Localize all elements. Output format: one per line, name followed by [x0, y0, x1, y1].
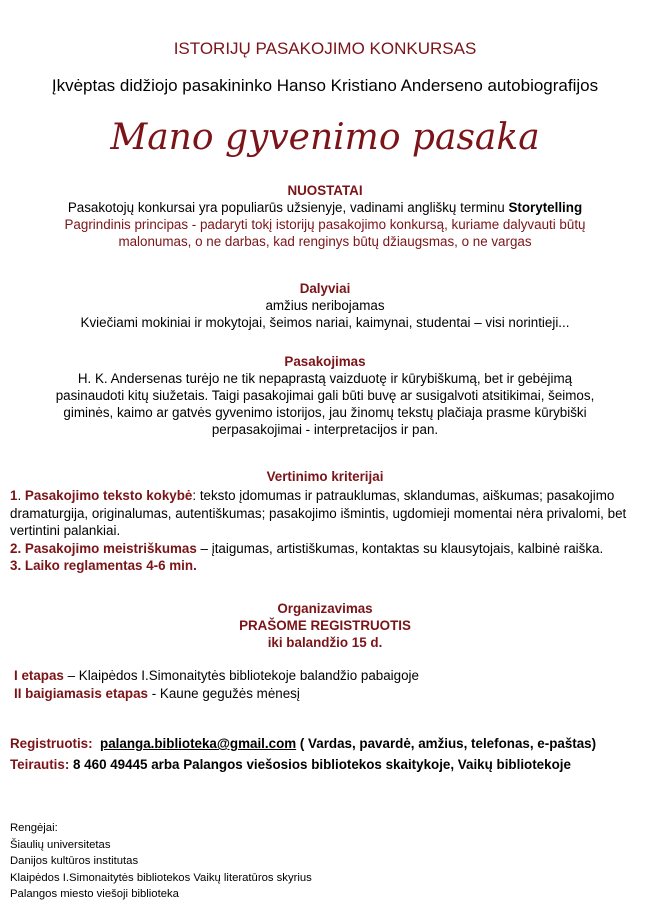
nuostatai-line-1-text: Pasakotojų konkursai yra populiarūs užsienyje, vadinami angliškų terminu	[67, 200, 509, 215]
pasakojimas-line-1: H. K. Andersenas turėjo ne tik nepaprastą vaizduotę ir kūrybiškumą, bet ir gebėjimą	[77, 371, 573, 386]
registracija-line	[10, 735, 640, 753]
nuostatai-heading: NUOSTATAI	[287, 183, 363, 198]
etapas-2-text: - Kaune gegužės mėnesį	[147, 685, 300, 701]
etapas-1-title: I etapas	[14, 668, 64, 683]
pasakojimas-section	[0, 353, 650, 438]
pasakojimas-line-4: perpasakojimai - interpretacijos ir pan.	[211, 422, 439, 437]
teirautis-text: 8 460 49445 arba Palangos viešosios bibliotekos skaitykoje, Vaikų bibliotekoje	[69, 757, 571, 772]
criterion-1-text-c: vertintini palankiai.	[10, 523, 121, 538]
organizavimas-heading: Organizavimas	[277, 601, 373, 616]
etapas-2-title: II baigiamasis etapas	[14, 685, 148, 701]
criterion-2	[10, 540, 640, 558]
script-title: Mano gyvenimo pasaka	[110, 117, 540, 158]
nuostatai-section	[0, 182, 650, 250]
nuostatai-line-2: Pagrindinis principas - padaryti tokį istorijų pasakojimo konkursą, kuriame dalyvauti būtų	[64, 217, 586, 232]
teirautis-line	[10, 756, 640, 774]
rengejas-item: Šiaulių universitetas	[10, 838, 111, 851]
contest-title: ISTORIJŲ PASAKOJIMO KONKURSAS	[173, 39, 477, 58]
criterion-2-text: – įtaigumas, artistiškumas, kontaktas su klausytojais, kalbinė raiška.	[196, 540, 604, 556]
etapai-section	[14, 667, 644, 702]
organizavimas-section	[0, 600, 650, 651]
registracija-details: ( Vardas, pavardė, amžius, telefonas, e-paštas)	[296, 736, 597, 751]
criterion-3: 3. Laiko reglamentas 4-6 min.	[10, 558, 197, 573]
rengejas-item: Palangos miesto viešoji biblioteka	[10, 888, 179, 900]
vertinimo-heading: Vertinimo kriterijai	[266, 469, 384, 484]
criterion-1-text-a: : teksto įdomumas ir patrauklumas, sklandumas, aiškumas; pasakojimo	[192, 488, 615, 503]
nuostatai-line-3: malonumas, o ne darbas, kad renginys būtų džiaugsmas, o ne vargas	[118, 234, 532, 249]
criterion-1-dot: .	[17, 488, 25, 503]
nuostatai-line-1	[0, 199, 650, 216]
criterion-1-number: 1	[10, 488, 18, 503]
registruotis-label: Registruotis:	[10, 736, 93, 751]
pasakojimas-heading: Pasakojimas	[284, 354, 366, 369]
criterion-1-text-b: dramaturgija, originalumas, autentiškumas; pasakojimo išmintis, ugdomieji momentai nėra privalomi, bet	[10, 505, 627, 521]
vertinimo-heading-wrap	[0, 468, 650, 485]
rengejas-item: Klaipėdos I.Simonaitytės bibliotekos Vaikų literatūros skyrius	[10, 871, 312, 884]
pasakojimas-line-3: giminės, kaimo ar gatvės gyvenimo istorijos, jau žinomų tekstų plačiaja prasme kūrybiški	[63, 405, 587, 420]
rengejas-item: Danijos kultūros institutas	[10, 855, 139, 867]
storytelling-term: Storytelling	[508, 200, 583, 215]
etapas-2	[14, 685, 644, 703]
organizavimas-line-2: iki balandžio 15 d.	[267, 635, 383, 650]
rengejai-heading: Rengėjai:	[10, 822, 58, 834]
rengejai-section	[10, 820, 312, 903]
etapas-1-text: – Klaipėdos I.Simonaitytės bibliotekoje balandžio pabaigoje	[63, 668, 419, 683]
criterion-1	[10, 487, 640, 575]
organizavimas-line-1: PRAŠOME REGISTRUOTIS	[239, 618, 411, 633]
pasakojimas-line-2: pasinaudoti kitų siužetais. Taigi pasakojimai gali būti buvę ar susigalvoti atsitikimai, šeimos,	[55, 388, 595, 403]
criterion-1-title: Pasakojimo teksto kokybė	[24, 488, 193, 503]
etapas-1	[14, 667, 644, 685]
contest-subtitle: Įkvėptas didžiojo pasakininko Hanso Kristiano Anderseno autobiografijos	[51, 76, 599, 95]
dalyviai-section	[0, 280, 650, 331]
dalyviai-heading: Dalyviai	[299, 281, 351, 296]
dalyviai-line-2: Kviečiami mokiniai ir mokytojai, šeimos nariai, kaimynai, studentai – visi norintieji...	[80, 315, 570, 330]
dalyviai-line-1: amžius neribojamas	[265, 298, 385, 313]
criterion-2-title: 2. Pasakojimo meistriškumas	[10, 540, 197, 556]
email-link[interactable]: palanga.biblioteka@gmail.com	[100, 736, 297, 751]
teirautis-label: Teirautis:	[10, 757, 70, 772]
